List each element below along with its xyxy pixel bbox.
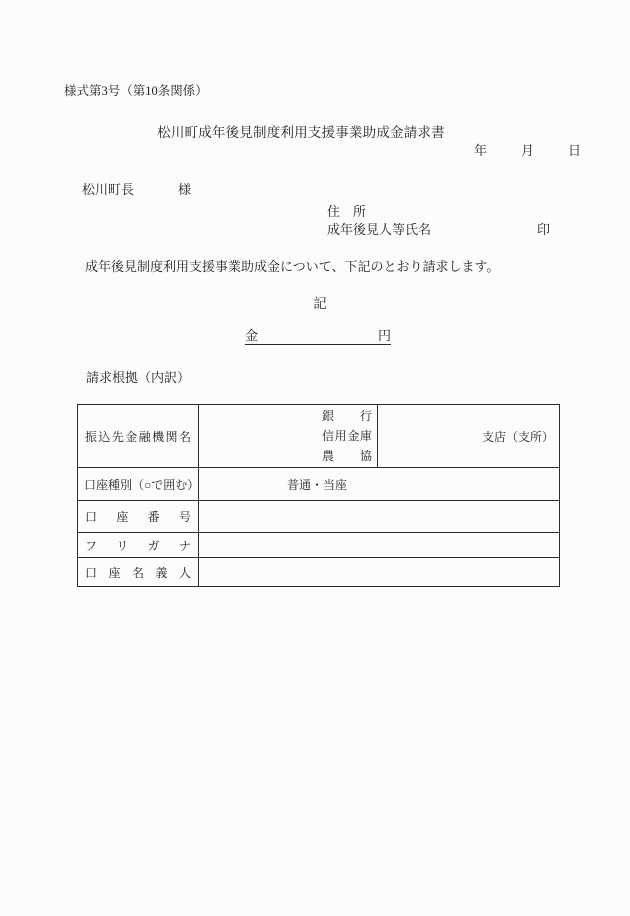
breakdown-heading: 請求根拠（内訳）: [86, 370, 191, 385]
bank-type-options-cell: [199, 405, 378, 468]
holder-name-label: 口 座 名 義 人: [85, 565, 191, 580]
year-label: 年: [474, 143, 488, 158]
date-line: [474, 140, 581, 159]
request-sentence: 成年後見制度利用支援事業助成金について、下記のとおり請求します。: [85, 259, 500, 274]
account-type-label-cell: [78, 468, 199, 501]
holder-label-cell: [78, 558, 199, 586]
record-mark: 記: [313, 296, 327, 311]
amount-prefix: 金: [245, 328, 259, 343]
seal-mark: 印: [537, 222, 551, 237]
address-label: 住 所: [327, 204, 367, 219]
guardian-name-label: 成年後見人等氏名: [327, 222, 432, 237]
addressee-honorific: 様: [178, 182, 192, 197]
account-type-label: 口座種別（○で囲む）: [84, 477, 200, 492]
addressee-line: [82, 179, 191, 198]
amount-blank-line: [245, 327, 391, 345]
form-number: 様式第3号（第10条関係）: [64, 84, 208, 98]
bank-name-label-cell: [78, 405, 199, 468]
addressee-name: 松川町長: [82, 182, 135, 197]
account-type-value-cell: [199, 468, 559, 501]
bank-transfer-table: [77, 404, 560, 587]
bank-type-option-bank: 銀 行: [322, 409, 372, 423]
branch-label: 支店（支所）: [481, 429, 554, 444]
account-type-value: 普通・当座: [287, 477, 348, 492]
day-label: 日: [568, 143, 582, 158]
amount-suffix: 円: [377, 328, 391, 343]
month-label: 月: [521, 143, 535, 158]
furigana-label-cell: [78, 533, 199, 558]
bank-type-option-shinkin: 信 用 金 庫: [322, 429, 372, 443]
account-number-label: 口 座 番 号: [85, 510, 191, 524]
account-number-value-cell: [199, 501, 559, 533]
bank-type-option-nokyo: 農 協: [322, 449, 372, 463]
account-number-label-cell: [78, 501, 199, 533]
furigana-label: フ リ ガ ナ: [85, 538, 191, 553]
document-title: 松川町成年後見制度利用支援事業助成金請求書: [157, 125, 445, 140]
holder-value-cell: [199, 558, 559, 586]
branch-label-cell: [378, 405, 559, 468]
bank-name-label: 振 込 先 金 融 機 関 名: [85, 429, 191, 444]
furigana-value-cell: [199, 533, 559, 558]
